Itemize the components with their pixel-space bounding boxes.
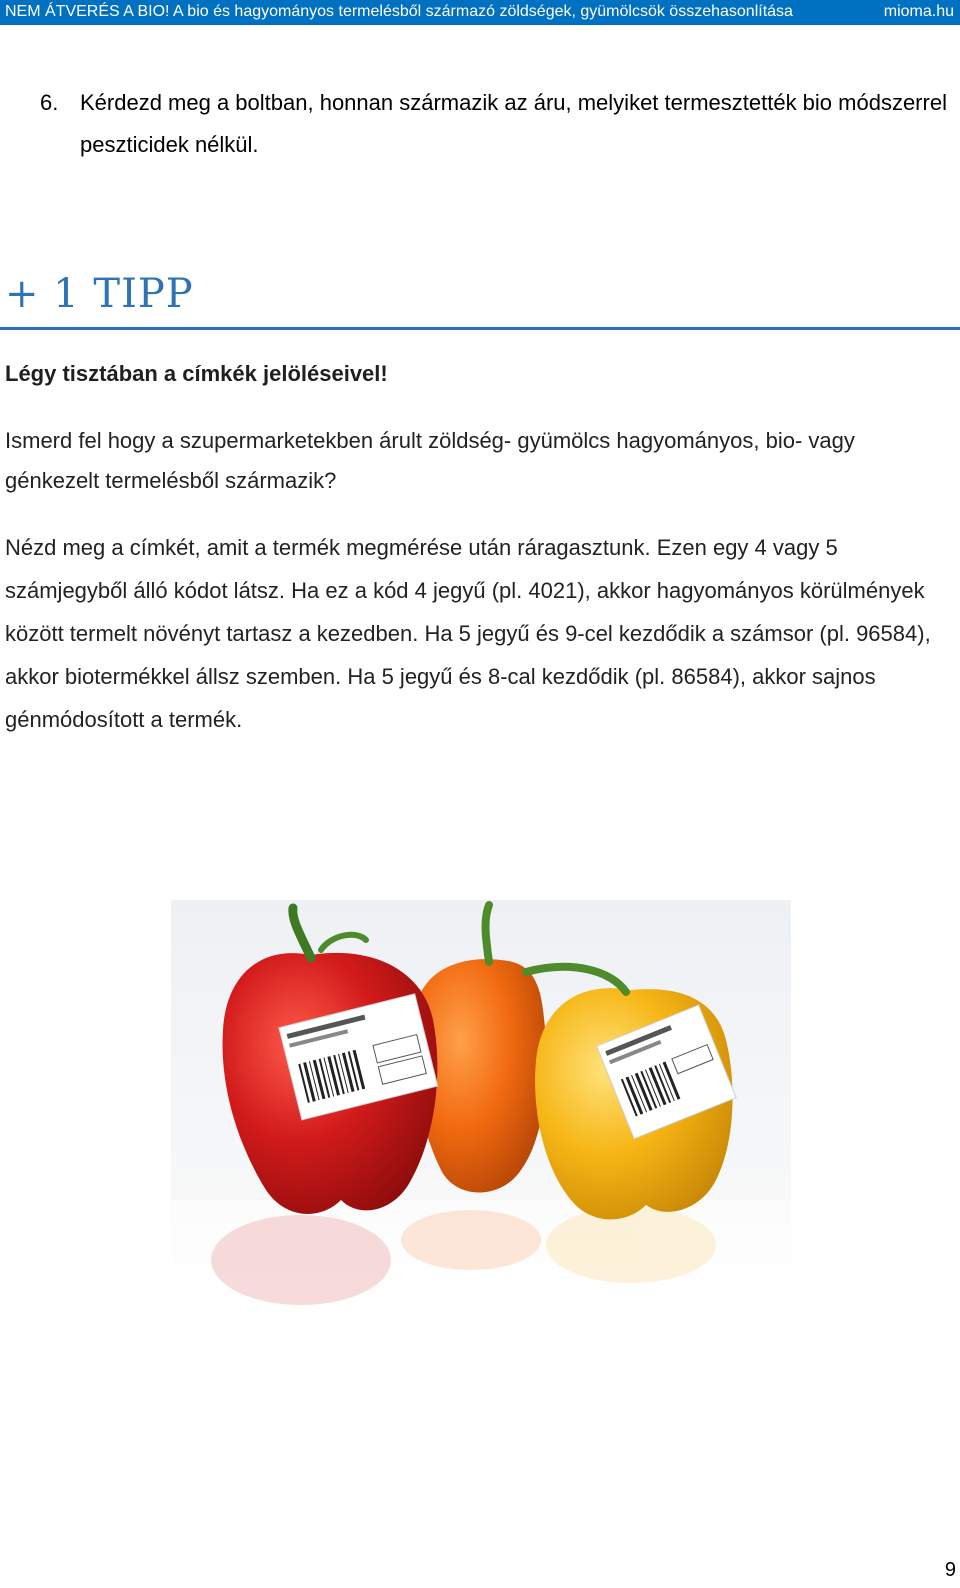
header-title: NEM ÁTVERÉS A BIO! A bio és hagyományos termelésből származó zöldségek, gyümölcsök összehasonlítása	[5, 3, 793, 20]
page-header	[0, 0, 960, 25]
paragraph-label-codes: Nézd meg a címkét, amit a termék megmérése után ráragasztunk. Ezen egy 4 vagy 5 számjegyből álló kódot látsz. Ha ez a kód 4 jegyű (pl. 4021), akkor hagyományos körülmények között termelt növényt tartasz a kezedben. Ha 5 jegyű és 9-cel kezdődik a számsor (pl. 96584), akkor biotermékkel állsz szemben. Ha 5 jegyű és 8-cal kezdődik (pl. 86584), akkor sajnos génmódosított a termék.	[5, 535, 931, 732]
list-item-number: 6.	[40, 90, 59, 115]
peppers-illustration	[171, 900, 791, 1341]
tip-subheading: Légy tisztában a címkék jelöléseivel!	[5, 361, 388, 386]
peppers-photo	[171, 900, 791, 1341]
paragraph-intro: Ismerd fel hogy a szupermarketekben árult zöldség- gyümölcs hagyományos, bio- vagy génkezelt termelésből származik?	[5, 428, 855, 493]
list-item-text: Kérdezd meg a boltban, honnan származik az áru, melyiket termesztették bio módszerrel peszticidek nélkül.	[80, 90, 947, 157]
tip-divider	[0, 327, 960, 330]
header-site: mioma.hu	[883, 3, 954, 20]
page-number: 9	[944, 1559, 956, 1581]
tip-heading: + 1 TIPP	[5, 271, 194, 317]
